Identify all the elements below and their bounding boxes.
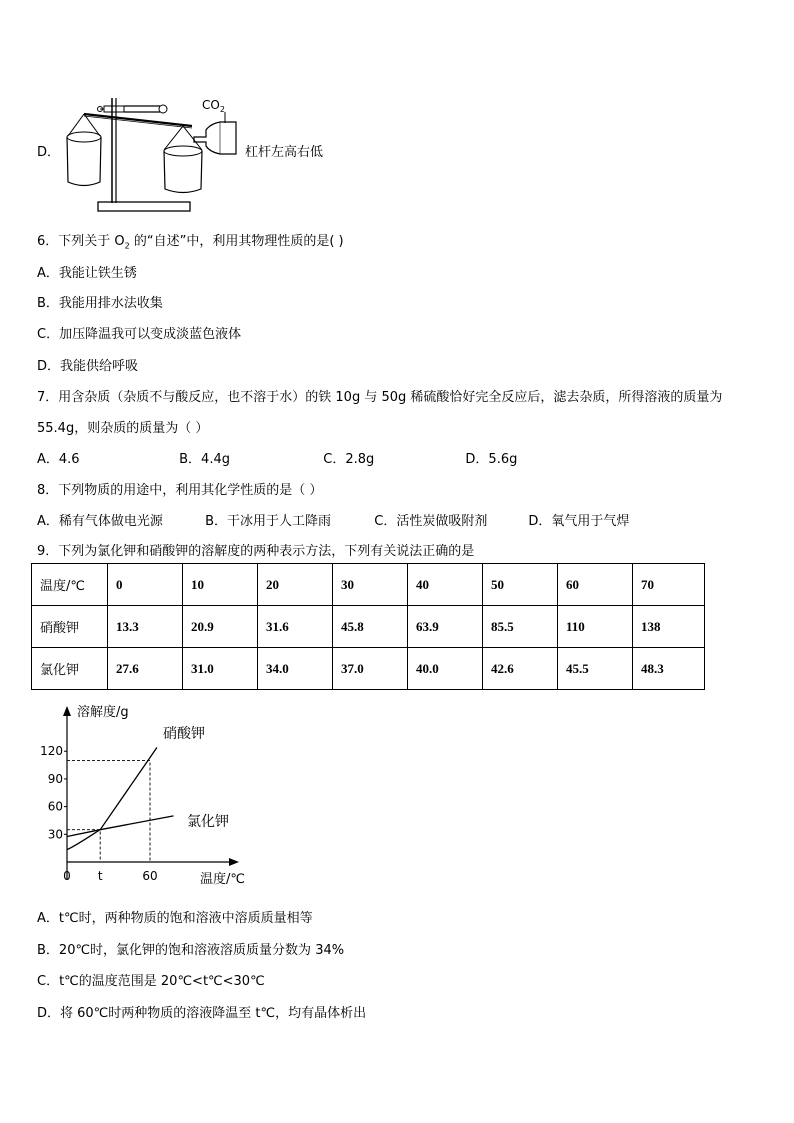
q9-option-c: C．t℃的温度范围是 20℃<t℃<30℃ — [37, 974, 265, 989]
x-tick-label: 60 — [142, 869, 158, 883]
table-cell: 10 — [183, 564, 258, 606]
table-cell: 30 — [333, 564, 408, 606]
q9-option-b: B．20℃时，氯化钾的饱和溶液溶质质量分数为 34% — [37, 943, 345, 958]
table-cell: 45.5 — [558, 648, 633, 690]
q6-option-c: C．加压降温我可以变成淡蓝色液体 — [37, 327, 242, 342]
table-cell: 85.5 — [483, 606, 558, 648]
table-cell: 42.6 — [483, 648, 558, 690]
table-cell: 温度/℃ — [32, 564, 108, 606]
y-axis-label: 溶解度/g — [77, 705, 129, 720]
q6-stem: 6．下列关于 $O_2$ 的“自述”中，利用其物理性质的是( ) — [37, 234, 344, 251]
q6-option-a: A．我能让铁生锈 — [37, 266, 137, 281]
table-cell: 70 — [633, 564, 705, 606]
q7-options — [37, 448, 517, 467]
lever-caption: 杠杆左高右低 — [245, 145, 324, 160]
y-axis-arrow — [63, 706, 71, 716]
x-axis-arrow — [229, 858, 239, 866]
x-tick-label: 0 — [63, 869, 71, 883]
table-cell: 20.9 — [183, 606, 258, 648]
stand-base — [98, 202, 190, 211]
table-cell: 氯化钾 — [32, 648, 108, 690]
table-row — [32, 606, 705, 648]
q8-options — [37, 510, 629, 529]
q7-option-c: C．2.8g — [323, 452, 375, 467]
lever-beam — [84, 114, 192, 126]
solubility-chart — [35, 700, 275, 890]
q7-stem-line2: 55.4g，则杂质的质量为（ ） — [37, 421, 209, 436]
q9-option-d: D．将 60℃时两种物质的溶液降温至 t℃，均有晶体析出 — [37, 1006, 367, 1021]
table-cell: 50 — [483, 564, 558, 606]
q9-stem: 9．下列为氯化钾和硝酸钾的溶解度的两种表示方法，下列有关说法正确的是 — [37, 544, 475, 559]
table-cell: 60 — [558, 564, 633, 606]
table-cell: 48.3 — [633, 648, 705, 690]
table-cell: 138 — [633, 606, 705, 648]
table-cell: 20 — [258, 564, 333, 606]
x-axis-label: 温度/℃ — [200, 872, 245, 887]
q7-option-d: D．5.6g — [465, 452, 518, 467]
table-cell: 0 — [108, 564, 183, 606]
co2-label: $CO_2$ — [202, 98, 225, 114]
table-cell: 27.6 — [108, 648, 183, 690]
table-cell: 31.0 — [183, 648, 258, 690]
series-label: 硝酸钾 — [163, 726, 205, 742]
table-cell: 40 — [408, 564, 483, 606]
table-row — [32, 648, 705, 690]
q8-stem: 8．下列物质的用途中，利用其化学性质的是（ ） — [37, 483, 323, 498]
table-cell: 63.9 — [408, 606, 483, 648]
table-cell: 13.3 — [108, 606, 183, 648]
table-cell: 硝酸钾 — [32, 606, 108, 648]
q8-option-d: D．氧气用于气焊 — [528, 514, 630, 529]
table-cell: 110 — [558, 606, 633, 648]
q9-option-a: A．t℃时，两种物质的饱和溶液中溶质质量相等 — [37, 911, 313, 926]
table-cell: 40.0 — [408, 648, 483, 690]
series-line-potassium-chloride — [67, 816, 174, 837]
table-cell: 34.0 — [258, 648, 333, 690]
q8-option-c: C．活性炭做吸附剂 — [374, 514, 488, 529]
q5-option-d-label: D． — [37, 145, 61, 160]
y-tick-label: 30 — [47, 827, 63, 842]
table-cell: 31.6 — [258, 606, 333, 648]
q8-option-a: A．稀有气体做电光源 — [37, 514, 163, 529]
table-cell: 45.8 — [333, 606, 408, 648]
y-tick-label: 120 — [40, 744, 63, 759]
y-tick-label: 60 — [47, 799, 63, 814]
q7-option-b: B．4.4g — [179, 452, 230, 467]
q7-stem-line1: 7．用含杂质（杂质不与酸反应，也不溶于水）的铁 10g 与 50g 稀硫酸恰好完全反应后，滤去杂质，所得溶液的质量为 — [37, 390, 723, 405]
q8-option-b: B．干冰用于人工降雨 — [205, 514, 332, 529]
q6-option-d: D．我能供给呼吸 — [37, 359, 139, 374]
series-label: 氯化钾 — [187, 814, 229, 830]
guide-line-t — [67, 830, 100, 862]
table-cell: 37.0 — [333, 648, 408, 690]
solubility-table — [31, 563, 705, 690]
x-tick-label: t — [97, 869, 103, 883]
q6-option-b: B．我能用排水法收集 — [37, 296, 163, 311]
table-row — [32, 564, 705, 606]
q7-option-a: A．4.6 — [37, 452, 80, 467]
y-tick-label: 90 — [47, 771, 63, 786]
